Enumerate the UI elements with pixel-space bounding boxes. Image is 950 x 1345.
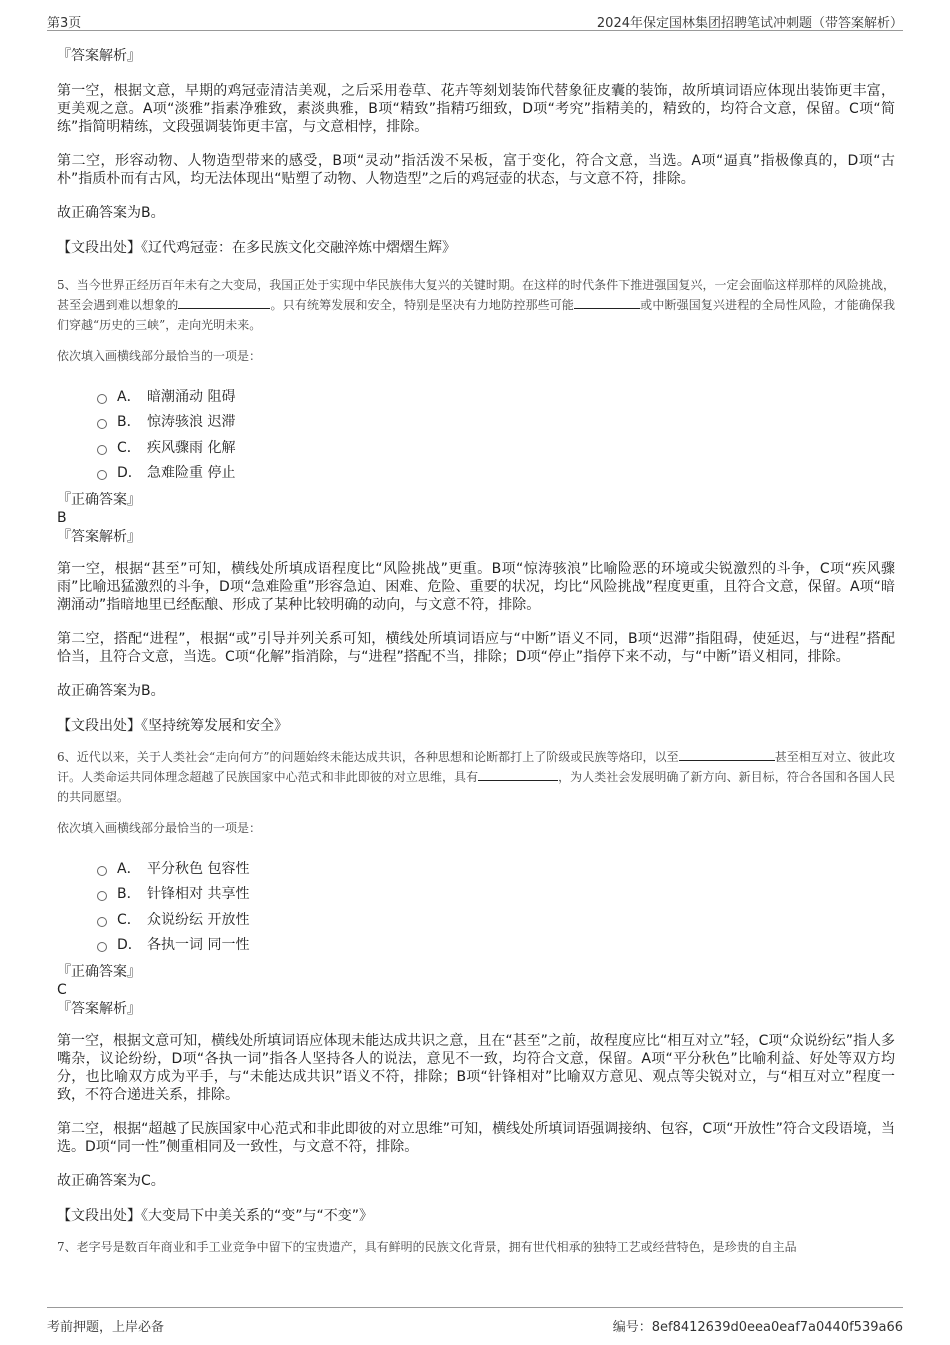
options-list <box>97 383 895 485</box>
option-a[interactable]: A． 平分秋色 包容性 <box>97 855 895 881</box>
radio-icon[interactable] <box>97 419 107 429</box>
document-title: 2024年保定国林集团招聘笔试冲刺题（带答案解析） <box>596 16 903 31</box>
analysis-paragraph: 第一空，根据文意，早期的鸡冠壶清洁美观，之后采用卷草、花卉等刻划装饰代替象征皮囊的装饰，故所填词语应体现出装饰更丰富，更美观之意。A项“淡雅”指素净雅致，素淡典雅，B项“精致”指精巧细致，D项“考究”指精美的，精致的，均符合文意，保留。C项“简练”指简明精练，文段强调装饰更丰富，与文意相悖，排除。 <box>57 83 895 135</box>
conclusion: 故正确答案为B。 <box>57 205 165 221</box>
radio-icon[interactable] <box>97 470 107 480</box>
source-citation: 【文段出处】《辽代鸡冠壶：在多民族文化交融淬炼中熠熠生辉》 <box>57 240 456 256</box>
option-c[interactable]: C． 众说纷纭 开放性 <box>97 906 895 932</box>
page-number: 第3页 <box>47 16 82 31</box>
question-7-text: 7、老字号是数百年商业和手工业竞争中留下的宝贵遗产，具有鲜明的民族文化背景，拥有世代相承的独特工艺或经营特色，是珍贵的自主品 <box>57 1240 797 1254</box>
option-d[interactable]: D． 急难险重 停止 <box>97 460 895 486</box>
radio-icon[interactable] <box>97 917 107 927</box>
radio-icon[interactable] <box>97 394 107 404</box>
question-6-text: 6、近代以来，关于人类社会“走向何方”的问题始终未能达成共识，各种思想和论断都打上了阶级或民族等烙印，以至 甚至相互对立、彼此攻讦。人类命运共同体理念超越了民族国家中心范式和非此即彼的对立思维，具有 ，为人类社会发展明确了新方向、新目标，符合各国和各国人民的共同愿望。 <box>57 747 895 807</box>
blank-line <box>178 295 270 309</box>
radio-icon[interactable] <box>97 891 107 901</box>
analysis-paragraph: 第二空，形容动物、人物造型带来的感受，B项“灵动”指活泼不呆板，富于变化，符合文意，当选。A项“逼真”指极像真的，D项“古朴”指质朴而有古风，均无法体现出“贴塑了动物、人物造型”之后的鸡冠壶的状态，与文意不符，排除。 <box>57 153 895 187</box>
conclusion: 故正确答案为B。 <box>57 683 165 699</box>
source-citation: 【文段出处】《大变局下中美关系的“变”与“不变”》 <box>57 1208 374 1224</box>
radio-icon[interactable] <box>97 445 107 455</box>
answer-tag: 『正确答案』 <box>57 964 141 980</box>
option-b[interactable]: B． 针锋相对 共享性 <box>97 881 895 907</box>
option-d[interactable]: D． 各执一词 同一性 <box>97 932 895 958</box>
analysis-tag: 『答案解析』 <box>57 529 141 545</box>
page-header <box>47 8 903 31</box>
options-list <box>97 855 895 957</box>
option-c[interactable]: C． 疾风骤雨 化解 <box>97 434 895 460</box>
question-5-text: 5、当今世界正经历百年未有之大变局，我国正处于实现中华民族伟大复兴的关键时期。在这样的时代条件下推进强国复兴，一定会面临这样那样的风险挑战，甚至会遇到难以想象的 。只有统筹发展和安全，特别是坚决有力地防控那些可能 或中断强国复兴进程的全局性风险，才能确保我们穿越“历史的三峡”，走向光明未来。 <box>57 278 895 332</box>
conclusion: 故正确答案为C。 <box>57 1173 165 1189</box>
analysis-paragraph: 第二空，搭配“进程”，根据“或”引导并列关系可知，横线处所填词语应与“中断”语义不同，B项“迟滞”指阻碍，使延迟，与“进程”搭配恰当，且符合文意，当选。C项“化解”指消除，与“进程”搭配不当，排除；D项“停止”指停下来不动，与“中断”语义相同，排除。 <box>57 631 895 665</box>
option-b[interactable]: B． 惊涛骇浪 迟滞 <box>97 409 895 435</box>
answer-tag: 『正确答案』 <box>57 492 141 508</box>
radio-icon[interactable] <box>97 942 107 952</box>
source-citation: 【文段出处】《坚持统筹发展和安全》 <box>57 718 288 734</box>
analysis-paragraph: 第一空，根据“甚至”可知，横线处所填成语程度比“风险挑战”更重。B项“惊涛骇浪”比喻险恶的环境或尖锐激烈的斗争，C项“疾风骤雨”比喻迅猛激烈的斗争，D项“急难险重”形容急迫、困难、危险、重要的状况，均比“风险挑战”程度更重，且符合文意，保留。A项“暗潮涌动”指暗地里已经酝酿、形成了某种比较明确的动向，与文意不符，排除。 <box>57 561 895 613</box>
blank-line <box>478 767 558 781</box>
page-content <box>57 46 895 1257</box>
page-footer <box>47 1307 903 1338</box>
radio-icon[interactable] <box>97 866 107 876</box>
analysis-paragraph: 第一空，根据文意可知，横线处所填词语应体现未能达成共识之意，且在“甚至”之前，故程度应比“相互对立”轻，C项“众说纷纭”指人多嘴杂，议论纷纷，D项“各执一词”指各人坚持各人的说法，意见不一致，均符合文意，保留。A项“平分秋色”比喻利益、好处等双方均分，也比喻双方成为平手，与“未能达成共识”语义不符，排除；B项“针锋相对”比喻双方意见、观点等尖锐对立，与“相互对立”程度一致，不符合递进关系，排除。 <box>57 1033 895 1103</box>
option-a[interactable]: A． 暗潮涌动 阻碍 <box>97 383 895 409</box>
document-code: 编号：8ef8412639d0eea0eaf7a0440f539a66 <box>612 1320 903 1335</box>
blank-line <box>679 747 775 761</box>
analysis-tag: 『答案解析』 <box>57 48 141 64</box>
correct-answer: B <box>57 510 67 526</box>
question-instruction: 依次填入画横线部分最恰当的一项是： <box>57 349 262 363</box>
footer-slogan: 考前押题，上岸必备 <box>47 1320 165 1335</box>
correct-answer: C <box>57 982 67 998</box>
analysis-tag: 『答案解析』 <box>57 1001 141 1017</box>
blank-line <box>574 295 640 309</box>
analysis-paragraph: 第二空，根据“超越了民族国家中心范式和非此即彼的对立思维”可知，横线处所填词语强调接纳、包容，C项“开放性”符合文段语境，当选。D项“同一性”侧重相同及一致性，与文意不符，排除。 <box>57 1121 895 1155</box>
question-instruction: 依次填入画横线部分最恰当的一项是： <box>57 821 262 835</box>
